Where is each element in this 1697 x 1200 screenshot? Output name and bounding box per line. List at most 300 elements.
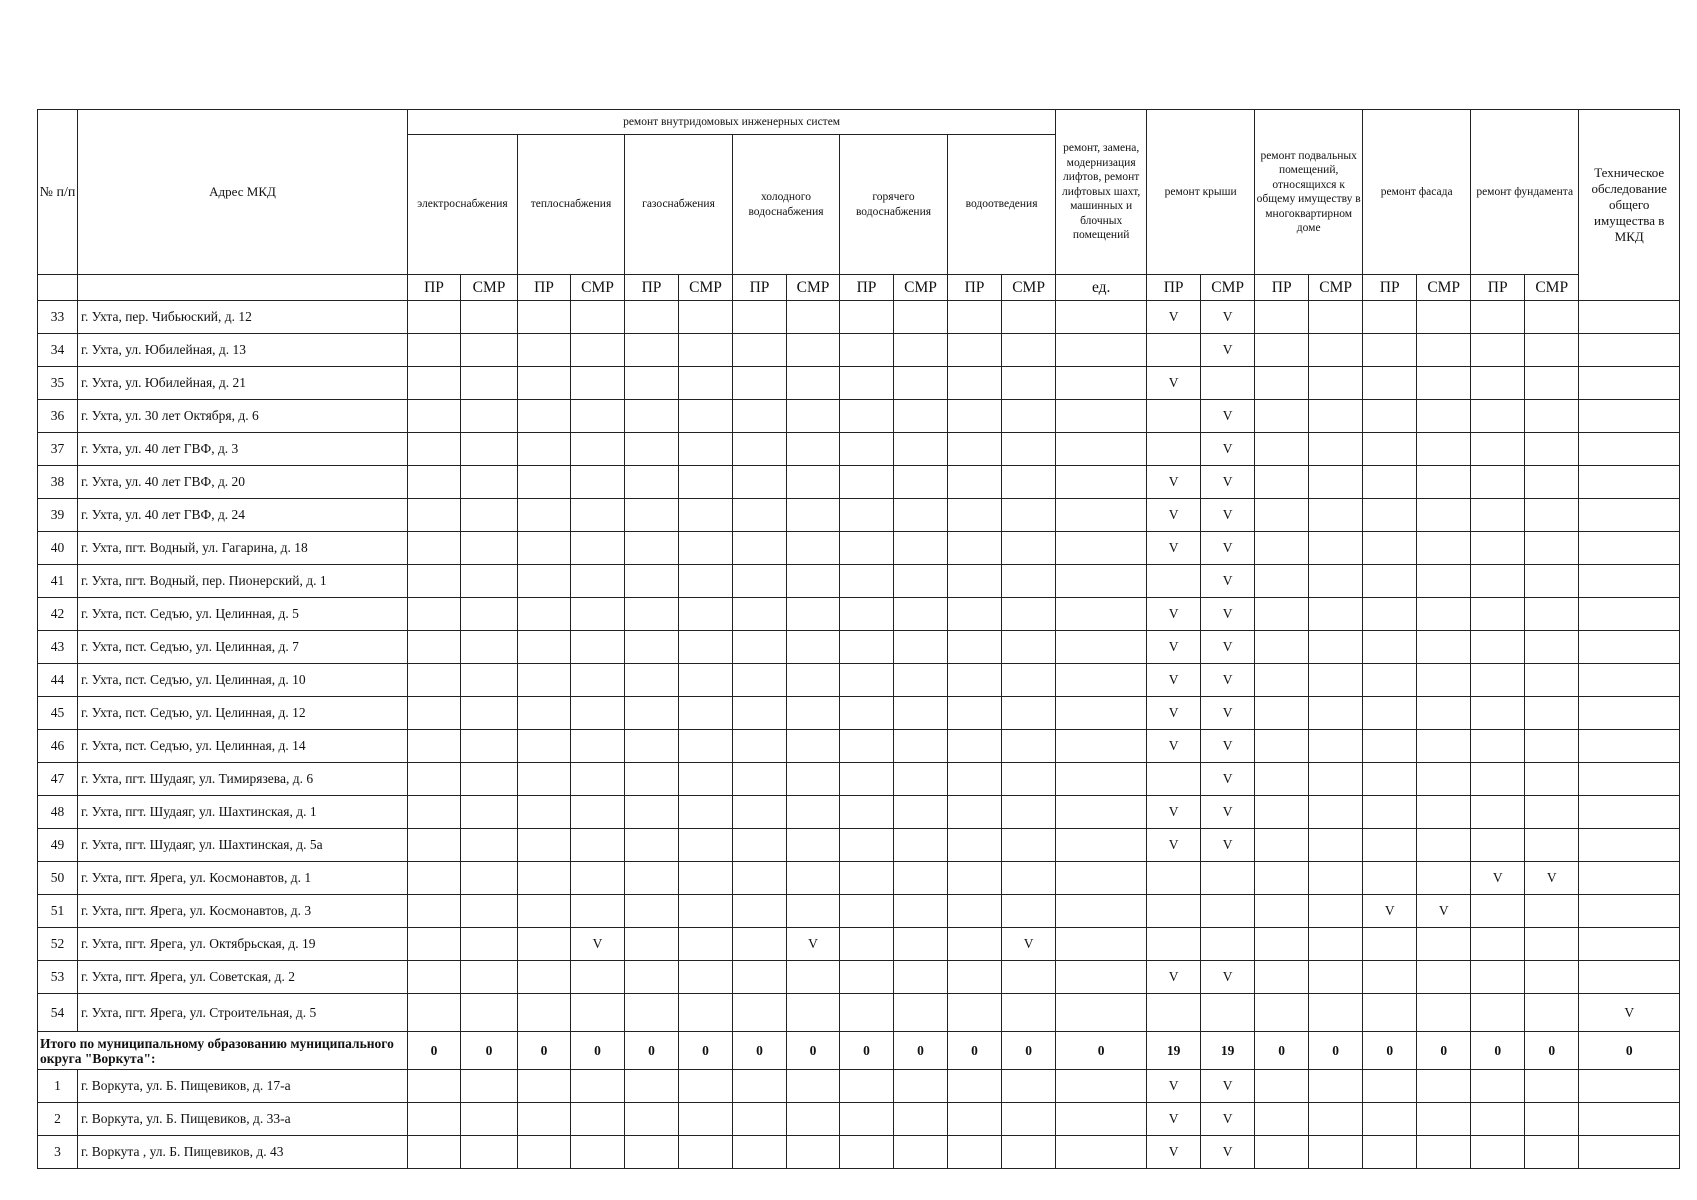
work-mark-cell [840,895,894,928]
work-mark-cell [571,994,625,1032]
work-mark-cell [787,664,840,697]
work-mark-cell [787,499,840,532]
work-mark-cell: V [1147,301,1201,334]
work-mark-cell: V [1147,1136,1201,1169]
work-mark-cell [948,862,1002,895]
work-mark-cell [894,1070,948,1103]
subheader-blank-address [78,275,408,301]
work-mark-cell [948,1070,1002,1103]
work-mark-cell [948,895,1002,928]
work-mark-cell [408,763,461,796]
work-mark-cell [1002,1103,1056,1136]
table-row [38,466,1680,499]
work-mark-cell [518,301,571,334]
work-mark-cell [1579,1103,1680,1136]
total-value: 0 [625,1032,679,1070]
work-mark-cell [787,862,840,895]
work-mark-cell [1471,631,1525,664]
work-mark-cell: V [1579,994,1680,1032]
work-mark-cell [894,334,948,367]
work-mark-cell [625,565,679,598]
work-mark-cell [1417,367,1471,400]
work-mark-cell [1147,928,1201,961]
work-mark-cell [1471,598,1525,631]
table-row [38,400,1680,433]
total-label: Итого по муниципальному образованию муниципального округа "Воркута": [38,1032,408,1070]
work-mark-cell [679,664,733,697]
work-mark-cell [787,1070,840,1103]
work-mark-cell [948,697,1002,730]
work-mark-cell: V [1201,532,1255,565]
subheader-smr-20: СМР [1525,275,1579,301]
work-mark-cell [1363,1136,1417,1169]
total-value: 19 [1201,1032,1255,1070]
work-mark-cell [461,763,518,796]
work-mark-cell [679,598,733,631]
work-mark-cell [1255,763,1309,796]
work-mark-cell [1255,1136,1309,1169]
work-mark-cell [1201,928,1255,961]
work-mark-cell: V [1147,1103,1201,1136]
work-mark-cell [948,1103,1002,1136]
work-mark-cell [1056,598,1147,631]
subheader-smr-14: СМР [1201,275,1255,301]
work-mark-cell [1471,796,1525,829]
work-mark-cell [461,499,518,532]
work-mark-cell [1309,994,1363,1032]
row-address: г. Ухта, пгт. Водный, пер. Пионерский, д. 1 [78,565,408,598]
work-mark-cell [1309,862,1363,895]
work-mark-cell [1579,631,1680,664]
work-mark-cell [1471,697,1525,730]
row-number: 53 [38,961,78,994]
row-address: г. Воркута , ул. Б. Пищевиков, д. 43 [78,1136,408,1169]
work-mark-cell [1056,1070,1147,1103]
table-row [38,532,1680,565]
work-mark-cell [1056,532,1147,565]
work-mark-cell: V [1201,433,1255,466]
work-mark-cell [679,928,733,961]
work-mark-cell [408,565,461,598]
work-mark-cell [1363,1103,1417,1136]
work-mark-cell [787,400,840,433]
work-mark-cell: V [1201,1103,1255,1136]
work-mark-cell: V [787,928,840,961]
work-mark-cell [1363,631,1417,664]
work-mark-cell [894,499,948,532]
work-mark-cell [1056,466,1147,499]
work-mark-cell [1525,829,1579,862]
work-mark-cell [1147,334,1201,367]
total-value: 0 [1255,1032,1309,1070]
work-mark-cell [1255,1103,1309,1136]
work-mark-cell [1255,829,1309,862]
work-mark-cell [1525,994,1579,1032]
work-mark-cell [1002,367,1056,400]
work-mark-cell [679,829,733,862]
work-mark-cell [1579,763,1680,796]
work-mark-cell [840,961,894,994]
row-number: 44 [38,664,78,697]
work-mark-cell: V [1147,1070,1201,1103]
total-value: 0 [679,1032,733,1070]
work-mark-cell [1002,664,1056,697]
work-mark-cell [518,532,571,565]
work-mark-cell [1255,928,1309,961]
col-header-hot-water: горячего водоснабжения [840,135,948,275]
col-header-inspection: Техническое обследование общего имущества в МКД [1579,110,1680,301]
work-mark-cell [1525,334,1579,367]
work-mark-cell [408,631,461,664]
work-mark-cell [1525,631,1579,664]
work-mark-cell [948,664,1002,697]
work-mark-cell [408,664,461,697]
work-mark-cell [733,499,787,532]
work-mark-cell [461,697,518,730]
work-mark-cell [948,334,1002,367]
work-mark-cell [571,862,625,895]
work-mark-cell [1525,730,1579,763]
subheader-pr-17: ПР [1363,275,1417,301]
row-address: г. Воркута, ул. Б. Пищевиков, д. 17-а [78,1070,408,1103]
work-mark-cell [948,1136,1002,1169]
work-mark-cell [1363,334,1417,367]
work-mark-cell [461,532,518,565]
work-mark-cell [1201,994,1255,1032]
work-mark-cell [1255,598,1309,631]
work-mark-cell [1579,829,1680,862]
work-mark-cell [1471,1103,1525,1136]
work-mark-cell [461,994,518,1032]
work-mark-cell [571,367,625,400]
work-mark-cell [948,829,1002,862]
row-address: г. Ухта, пгт. Шудаяг, ул. Шахтинская, д. 1 [78,796,408,829]
work-mark-cell [948,928,1002,961]
work-mark-cell [1525,1070,1579,1103]
work-mark-cell [1579,466,1680,499]
work-mark-cell [518,961,571,994]
work-mark-cell [518,829,571,862]
work-mark-cell [1147,895,1201,928]
work-mark-cell [1579,1136,1680,1169]
work-mark-cell [1255,466,1309,499]
work-mark-cell [461,796,518,829]
work-mark-cell [1056,334,1147,367]
work-mark-cell [1471,532,1525,565]
work-mark-cell [787,631,840,664]
work-mark-cell [1417,466,1471,499]
work-mark-cell: V [1201,631,1255,664]
col-header-heating: теплоснабжения [518,135,625,275]
work-mark-cell [571,664,625,697]
work-mark-cell [1002,499,1056,532]
work-mark-cell [1525,301,1579,334]
work-mark-cell [733,961,787,994]
row-address: г. Ухта, пер. Чибьюский, д. 12 [78,301,408,334]
work-mark-cell [1056,829,1147,862]
work-mark-cell [461,631,518,664]
total-value: 0 [571,1032,625,1070]
work-mark-cell [733,1136,787,1169]
work-mark-cell [840,664,894,697]
work-mark-cell [1417,961,1471,994]
work-mark-cell [1056,862,1147,895]
work-mark-cell [461,928,518,961]
subheader-smr-18: СМР [1417,275,1471,301]
work-mark-cell [461,433,518,466]
work-mark-cell [1002,1070,1056,1103]
col-header-address: Адрес МКД [78,110,408,275]
total-value: 0 [1056,1032,1147,1070]
col-header-gas: газоснабжения [625,135,733,275]
work-mark-cell [679,730,733,763]
work-mark-cell: V [1147,829,1201,862]
work-mark-cell [894,829,948,862]
row-address: г. Ухта, пгт. Шудаяг, ул. Тимирязева, д. 6 [78,763,408,796]
work-mark-cell [408,400,461,433]
work-mark-cell [1363,763,1417,796]
row-address: г. Ухта, пгт. Шудаяг, ул. Шахтинская, д. 5а [78,829,408,862]
work-mark-cell [461,598,518,631]
work-mark-cell [733,598,787,631]
work-mark-cell [1471,499,1525,532]
work-mark-cell [1363,367,1417,400]
work-mark-cell [1309,433,1363,466]
work-mark-cell [1309,928,1363,961]
work-mark-cell [840,367,894,400]
row-number: 36 [38,400,78,433]
work-mark-cell [840,400,894,433]
work-mark-cell [518,598,571,631]
work-mark-cell: V [1201,829,1255,862]
col-header-electricity: электроснабжения [408,135,518,275]
work-mark-cell [1417,334,1471,367]
work-mark-cell [948,466,1002,499]
work-mark-cell [625,994,679,1032]
work-mark-cell [1417,499,1471,532]
row-number: 45 [38,697,78,730]
work-mark-cell: V [1201,1136,1255,1169]
work-mark-cell [408,598,461,631]
row-number: 1 [38,1070,78,1103]
work-mark-cell [571,433,625,466]
work-mark-cell: V [1002,928,1056,961]
table-row [38,499,1680,532]
work-mark-cell: V [1201,466,1255,499]
work-mark-cell [518,664,571,697]
work-mark-cell [733,565,787,598]
work-mark-cell [1471,730,1525,763]
work-mark-cell [518,631,571,664]
total-value: 0 [1579,1032,1680,1070]
work-mark-cell [625,499,679,532]
work-mark-cell [408,334,461,367]
work-mark-cell [461,400,518,433]
subheader-pr-15: ПР [1255,275,1309,301]
work-mark-cell [1525,1136,1579,1169]
work-mark-cell [571,301,625,334]
work-mark-cell [1471,1136,1525,1169]
work-mark-cell: V [1201,400,1255,433]
work-mark-cell [679,796,733,829]
work-mark-cell [1002,862,1056,895]
work-mark-cell [1309,895,1363,928]
work-mark-cell: V [1525,862,1579,895]
table-row [38,895,1680,928]
work-mark-cell [894,763,948,796]
work-mark-cell [1002,895,1056,928]
work-mark-cell [518,499,571,532]
work-mark-cell [1002,466,1056,499]
total-value: 0 [461,1032,518,1070]
work-mark-cell [679,565,733,598]
work-mark-cell [1417,796,1471,829]
work-mark-cell [571,961,625,994]
work-mark-cell [1363,565,1417,598]
work-mark-cell [1309,1103,1363,1136]
work-mark-cell [1056,301,1147,334]
work-mark-cell [1579,433,1680,466]
subheader-smr-9: СМР [894,275,948,301]
subheader-smr-16: СМР [1309,275,1363,301]
work-mark-cell [894,796,948,829]
col-header-lifts: ремонт, замена, модернизация лифтов, ремонт лифтовых шахт, машинных и блочных помещений [1056,110,1147,275]
work-mark-cell [1363,796,1417,829]
work-mark-cell [408,532,461,565]
work-mark-cell: V [1147,532,1201,565]
table-row [38,565,1680,598]
work-mark-cell [1147,763,1201,796]
row-number: 2 [38,1103,78,1136]
work-mark-cell [1255,301,1309,334]
row-number: 42 [38,598,78,631]
total-value: 0 [1363,1032,1417,1070]
row-number: 43 [38,631,78,664]
work-mark-cell: V [1201,598,1255,631]
work-mark-cell [1056,1136,1147,1169]
total-value: 0 [894,1032,948,1070]
work-mark-cell [1147,433,1201,466]
work-mark-cell [1002,1136,1056,1169]
work-mark-cell [408,928,461,961]
work-mark-cell [1002,961,1056,994]
work-mark-cell [518,367,571,400]
work-mark-cell [894,895,948,928]
work-mark-cell: V [1201,796,1255,829]
work-mark-cell [1056,730,1147,763]
total-value: 0 [1002,1032,1056,1070]
work-mark-cell [1525,796,1579,829]
work-mark-cell [679,1136,733,1169]
work-mark-cell [733,367,787,400]
col-header-foundation: ремонт фундамента [1471,110,1579,275]
work-mark-cell [787,994,840,1032]
work-mark-cell [461,466,518,499]
row-number: 3 [38,1136,78,1169]
work-mark-cell: V [1147,499,1201,532]
work-mark-cell [894,730,948,763]
work-mark-cell [625,367,679,400]
row-number: 46 [38,730,78,763]
work-mark-cell [894,961,948,994]
work-mark-cell [1255,994,1309,1032]
work-mark-cell [408,994,461,1032]
row-number: 54 [38,994,78,1032]
work-mark-cell [408,895,461,928]
work-mark-cell [408,796,461,829]
work-mark-cell [518,763,571,796]
work-mark-cell [1417,697,1471,730]
work-mark-cell [1579,367,1680,400]
work-mark-cell [948,631,1002,664]
work-mark-cell [1363,961,1417,994]
work-mark-cell [733,301,787,334]
work-mark-cell [894,928,948,961]
work-mark-cell [1525,499,1579,532]
work-mark-cell [787,565,840,598]
work-mark-cell [408,730,461,763]
row-number: 35 [38,367,78,400]
work-mark-cell [1579,697,1680,730]
work-mark-cell [1309,961,1363,994]
work-mark-cell: V [1363,895,1417,928]
table-row [38,994,1680,1032]
work-mark-cell: V [1147,697,1201,730]
work-mark-cell [1417,730,1471,763]
work-mark-cell [625,1103,679,1136]
subheader-smr-7: СМР [787,275,840,301]
work-mark-cell [840,862,894,895]
work-mark-cell [1309,763,1363,796]
work-mark-cell [461,895,518,928]
work-mark-cell [733,466,787,499]
work-mark-cell [787,334,840,367]
subheader-smr-5: СМР [679,275,733,301]
table-row [38,334,1680,367]
work-mark-cell [787,763,840,796]
row-address: г. Ухта, ул. Юбилейная, д. 13 [78,334,408,367]
work-mark-cell [948,763,1002,796]
work-mark-cell [1363,994,1417,1032]
work-mark-cell [894,1103,948,1136]
work-mark-cell [948,400,1002,433]
col-header-drainage: водоотведения [948,135,1056,275]
work-mark-cell [679,367,733,400]
work-mark-cell [408,1103,461,1136]
work-mark-cell [948,532,1002,565]
table-row [38,730,1680,763]
work-mark-cell [1363,532,1417,565]
work-mark-cell [679,301,733,334]
work-mark-cell [1363,400,1417,433]
work-mark-cell [1309,1070,1363,1103]
work-mark-cell [840,796,894,829]
work-mark-cell [1309,1136,1363,1169]
work-mark-cell [1002,334,1056,367]
work-mark-cell [787,1103,840,1136]
work-mark-cell [1579,400,1680,433]
table-row [38,598,1680,631]
work-mark-cell [571,1070,625,1103]
total-value: 0 [408,1032,461,1070]
work-mark-cell [1002,697,1056,730]
work-mark-cell [1309,730,1363,763]
work-mark-cell [571,598,625,631]
work-mark-cell [948,367,1002,400]
work-mark-cell [733,697,787,730]
work-mark-cell [571,763,625,796]
work-mark-cell [1056,664,1147,697]
